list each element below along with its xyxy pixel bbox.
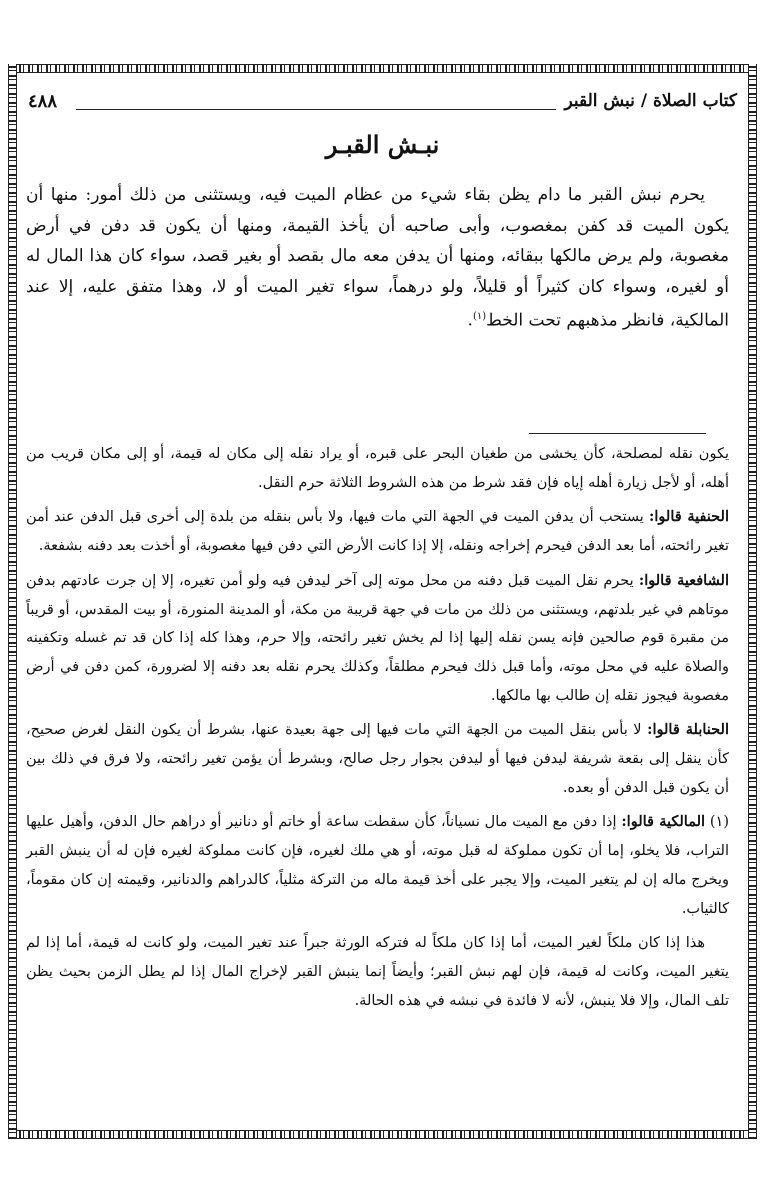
note-hanbali-text: لا بأس بنقل الميت من الجهة التي مات فيها إلى جهة بعيدة عنها، بشرط أن يكون النقل لغرض صحيح، كأن ينقل إلى بقعة شريفة ليدفن فيها أو ليدفن بجوار رجل صالح، وبشرط أن يؤمن تغير رائحته، ولا فرق في ذلك بين أن يكون قبل الدفن أو بعده. [26, 722, 729, 796]
section-title: نبـش القبـر [325, 130, 440, 159]
page-number: ٤٨٨ [28, 91, 58, 112]
note-maliki-continued: هذا إذا كان ملكاً لغير الميت، أما إذا كان ملكاً له فتركه الورثة جبراً عند تغير الميت، ولو كانت له قيمة، أما إذا لم يتغير الميت، وكانت له قيمة، فإن لهم نبش القبر؛ وأيضاً إنما ينبش القبر لإخراج المال إذا لم يطل الزمن بحيث يظن تلف المال، وإلا فلا ينبش، لأنه لا فائدة في نبشه في هذه الحالة. [26, 935, 729, 1009]
running-title: كتاب الصلاة / نبش القبر [564, 91, 737, 111]
note-maliki [26, 808, 729, 923]
bottom-ornamental-border [8, 1130, 757, 1139]
note-shafii-label: الشافعية قالوا: [638, 571, 729, 589]
page-header [24, 91, 741, 121]
right-ornamental-border [748, 64, 757, 1139]
footnote-reference: (١) [472, 311, 487, 322]
note-hanafi-text: يستحب أن يدفن الميت في الجهة التي مات فيها، ولا بأس بنقله من بلدة إلى أخرى قبل الدفن عند أمن تغير رائحته، أما بعد الدفن فيحرم إخراجه ونقله، إلا إذا كانت الأرض التي دفن فيها مغصوبة، أو أخذت بعد دفنه بشفعة. [26, 509, 729, 555]
note-shafii [26, 567, 729, 711]
header-rule [76, 109, 556, 110]
footnotes [26, 440, 729, 1021]
main-text [26, 180, 729, 336]
footnote-separator [529, 433, 706, 434]
main-paragraph-text: يحرم نبش القبر ما دام يظن بقاء شيء من عظام الميت فيه، ويستثنى من ذلك أمور: منها أن يكون الميت قد كفن بمغصوب، وأبى صاحبه أن يأخذ القيمة، ومنها أن يكون قد دفن في أرض مغصوبة، ولم يرض مالكها ببقائه، ومنها أن يدفن معه مال بقصد أو بغير قصد، سواء كان هذا المال له أو لغيره، وسواء كان كثيراً أو قليلاً، ولو درهماً، سواء تغير الميت أو لا، وهذا متفق عليه، إلا عند المالكية، فانظر مذهبهم تحت الخط [26, 185, 729, 331]
note-shafii-text: يحرم نقل الميت قبل دفنه من محل موته إلى آخر ليدفن فيه ولو أمن تغيره، إلا إن جرت عادتهم بدفن موتاهم في غير بلدتهم، ويستثنى من ذلك من مات في جهة قريبة من مكة، أو المدينة المنورة، أو بيت المقدس، أو قريباً من مقبرة قوم صالحين فإنه يسن نقله إليها إذا لم يخش تغير رائحته، وإلا حرم، وهذا كله إذا كان قد تم غسله وتكفينه والصلاة عليه في محل موته، وأما قبل ذلك فيحرم مطلقاً، وكذلك يحرم نقله بعد دفنه إلا لضرورة، كمن دفن في أرض مغصوبة فيجوز نقله إن طالب بها مالكها. [26, 572, 729, 704]
note-maliki-number: (١) [705, 814, 729, 831]
note-maliki-label: المالكية قالوا: [621, 813, 706, 831]
note-maliki-text: إذا دفن مع الميت مال نسياناً، كأن سقطت ساعة أو خاتم أو دنانير أو دراهم حال الدفن، وأهيل عليها التراب، فلا يخلو، إما أن تكون مملوكة له قبل موته، أو هي ملك لغيره، فإن كانت مملوكة لغيره فإن له أن ينبش القبر ويخرج ماله إن لم يتغير الميت، وإلا يجبر على أخذ قيمة ماله من التركة مثلياً، كالدراهم والدنانير، وقيمته إن كان مقوماً، كالثياب. [26, 814, 729, 917]
note-hanbali [26, 716, 729, 802]
note-hanafi [26, 503, 729, 560]
note-hanbali-label: الحنابلة قالوا: [647, 721, 729, 739]
main-paragraph [26, 180, 729, 336]
left-ornamental-border [8, 64, 17, 1139]
note-hanafi-label: الحنفية قالوا: [649, 508, 729, 526]
top-ornamental-border [8, 64, 757, 73]
main-paragraph-end: . [467, 310, 473, 331]
note-paragraph: يكون نقله لمصلحة، كأن يخشى من طغيان البحر على قبره، أو يراد نقله إلى مكان له قيمة، أو إلى مكان قريب من أهله، أو لأجل زيارة أهله إياه فإن فقد شرط من هذه الشروط الثلاثة حرم النقل. [26, 446, 729, 491]
